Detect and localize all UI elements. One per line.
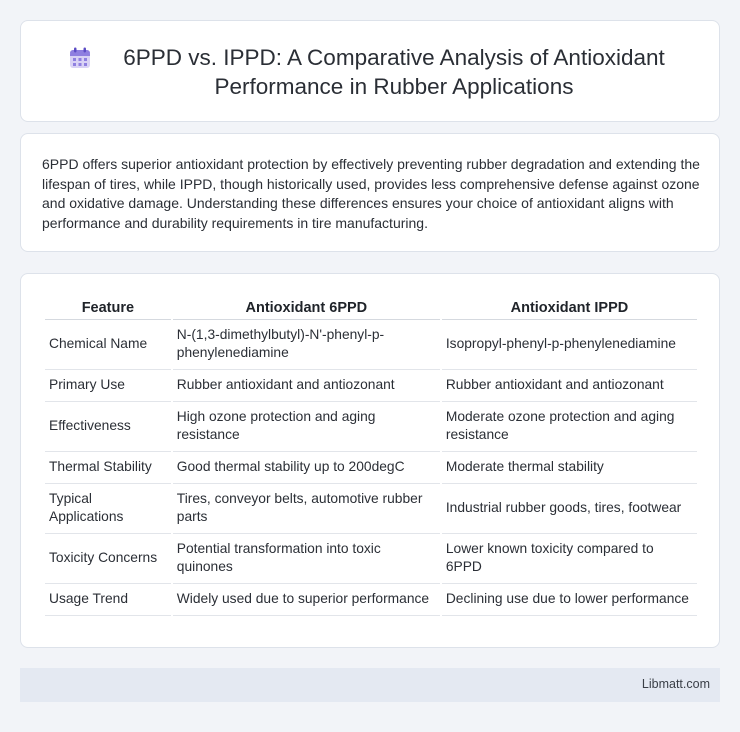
feature-cell: Usage Trend <box>45 584 171 616</box>
ippd-cell: Industrial rubber goods, tires, footwear <box>442 484 697 534</box>
6ppd-cell: Potential transformation into toxic quinones <box>173 534 440 584</box>
footer <box>20 668 720 702</box>
column-header-ippd: Antioxidant IPPD <box>442 294 697 320</box>
title-card <box>20 20 720 122</box>
column-header-feature: Feature <box>45 294 171 320</box>
feature-cell: Effectiveness <box>45 402 171 452</box>
table-row <box>45 484 697 534</box>
intro-card <box>20 133 720 252</box>
6ppd-cell: Tires, conveyor belts, automotive rubber parts <box>173 484 440 534</box>
table-row <box>45 370 697 402</box>
ippd-cell: Moderate ozone protection and aging resistance <box>442 402 697 452</box>
ippd-cell: Declining use due to lower performance <box>442 584 697 616</box>
comparison-table <box>43 294 699 616</box>
table-row <box>45 534 697 584</box>
comparison-card <box>20 273 720 648</box>
6ppd-cell: Widely used due to superior performance <box>173 584 440 616</box>
feature-cell: Primary Use <box>45 370 171 402</box>
6ppd-cell: N-(1,3-dimethylbutyl)-N'-phenyl-p-phenylenediamine <box>173 320 440 370</box>
ippd-cell: Rubber antioxidant and antiozonant <box>442 370 697 402</box>
calendar-icon <box>68 46 92 70</box>
page-title: 6PPD vs. IPPD: A Comparative Analysis of Antioxidant Performance in Rubber Applications <box>123 45 665 99</box>
6ppd-cell: Rubber antioxidant and antiozonant <box>173 370 440 402</box>
ippd-cell: Moderate thermal stability <box>442 452 697 484</box>
column-header-6ppd: Antioxidant 6PPD <box>173 294 440 320</box>
title-row <box>61 43 681 101</box>
feature-cell: Toxicity Concerns <box>45 534 171 584</box>
feature-cell: Chemical Name <box>45 320 171 370</box>
ippd-cell: Isopropyl-phenyl-p-phenylenediamine <box>442 320 697 370</box>
6ppd-cell: High ozone protection and aging resistance <box>173 402 440 452</box>
table-row <box>45 402 697 452</box>
6ppd-cell: Good thermal stability up to 200degC <box>173 452 440 484</box>
feature-cell: Typical Applications <box>45 484 171 534</box>
footer-brand: Libmatt.com <box>641 677 710 691</box>
intro-paragraph: 6PPD offers superior antioxidant protection by effectively preventing rubber degradation and extending the lifespan of tires, while IPPD, though historically used, provides less comprehensive defense against ozone and oxidative damage. Understanding these differences ensures your choice of antioxidant aligns with performance and durability requirements in tire manufacturing. <box>42 156 700 231</box>
table-row <box>45 584 697 616</box>
table-header-row <box>45 294 697 320</box>
table-row <box>45 320 697 370</box>
table-row <box>45 452 697 484</box>
feature-cell: Thermal Stability <box>45 452 171 484</box>
ippd-cell: Lower known toxicity compared to 6PPD <box>442 534 697 584</box>
